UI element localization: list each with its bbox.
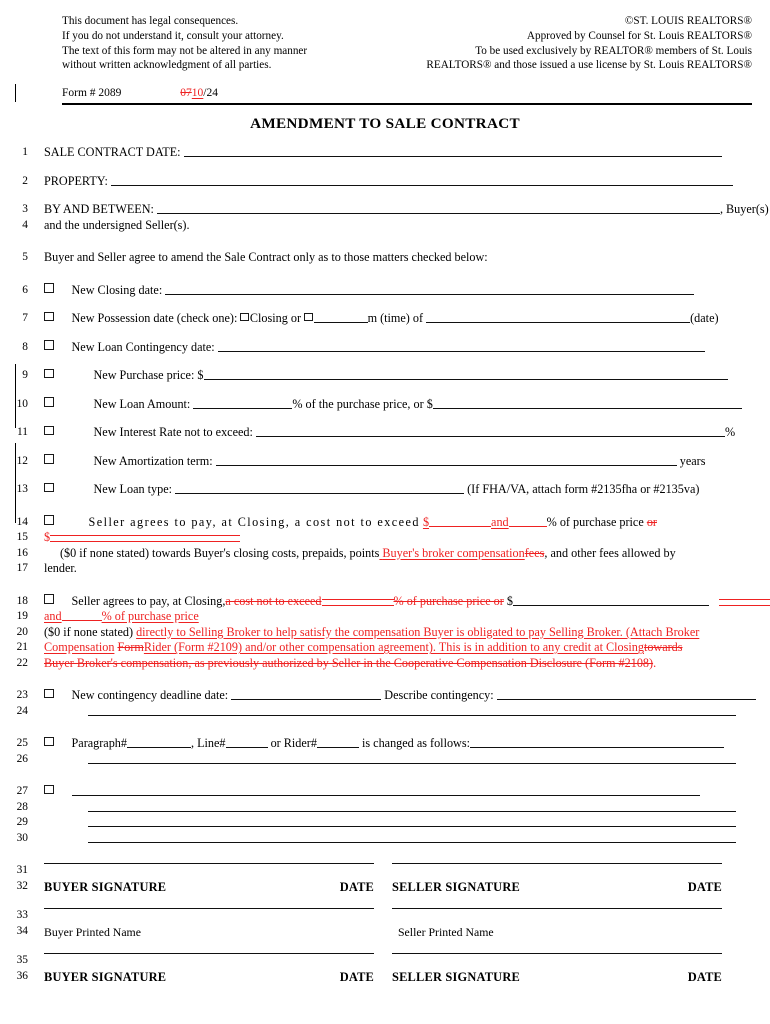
page-title: AMENDMENT TO SALE CONTRACT (250, 115, 520, 132)
contingency-continuation-field[interactable] (44, 704, 770, 720)
line-number: 13 (16, 483, 28, 495)
legal-notice-line-3: The text of this form may not be altered in any manner (62, 44, 308, 57)
new-loan-contingency-clause[interactable] (44, 340, 770, 356)
clause21-deleted-towards: towards (643, 640, 683, 654)
revision-inserted: 10 (191, 87, 204, 99)
blank-clause-input-27[interactable] (72, 786, 700, 796)
checkbox-new-interest-rate[interactable] (44, 426, 54, 436)
contingency-continuation-input[interactable] (88, 706, 736, 716)
printed-name-rule-row (44, 908, 752, 909)
paragraph-continuation-field[interactable] (44, 752, 770, 768)
seller-pay-clause-14[interactable] (44, 515, 770, 531)
line-number: 28 (16, 800, 28, 813)
clause17-text: lender. (44, 561, 77, 575)
loan-amount-mid-label: % of the purchase price, or $ (292, 396, 433, 411)
paragraph-number-input[interactable] (127, 738, 191, 748)
seller-printed-name-label: Seller Printed Name (398, 924, 494, 939)
row-clause-20 (0, 625, 770, 641)
paragraph-change-clause[interactable] (44, 736, 770, 752)
copyright-line-3: To be used exclusively by REALTOR® members of St. Louis (475, 44, 752, 57)
row-signature-labels-2 (0, 969, 770, 986)
buyer-printed-name-line[interactable] (44, 908, 374, 909)
row-new-possession-date (0, 311, 770, 327)
line-number: 12 (16, 454, 28, 467)
buyer-signature-line-2[interactable] (44, 953, 374, 954)
seller-pay-clause-18[interactable] (44, 594, 770, 610)
by-and-between-field[interactable] (44, 202, 770, 218)
legal-notice-line-2: If you do not understand it, consult your attorney. (62, 29, 284, 42)
clause21-text (44, 640, 770, 656)
new-interest-rate-input[interactable] (256, 427, 725, 437)
dollar-sign: $ (197, 368, 204, 382)
line-number: 14 (16, 515, 28, 528)
clause21-inserted-b: Rider (Form #2109) and/or other compensation agreement). This is in addition to any credit at Closing (143, 640, 644, 654)
row-signature-rule-2 (0, 953, 770, 969)
line-number: 20 (16, 625, 28, 638)
sale-contract-date-field[interactable] (44, 145, 770, 161)
blank-clause-29[interactable] (44, 815, 770, 831)
header-divider (62, 103, 752, 105)
paragraph-change-input[interactable] (470, 738, 724, 748)
clause14-deleted-or: or (646, 514, 657, 529)
possession-closing-label: Closing or (249, 311, 302, 325)
row-blank-clause-27 (0, 784, 770, 800)
row-new-loan-contingency (0, 340, 770, 356)
legal-notice-line-1: This document has legal consequences. (62, 15, 239, 27)
revision-deleted: 07 (180, 87, 192, 99)
line-number: 9 (22, 369, 28, 381)
line-number: 31 (16, 864, 28, 876)
possession-time-input[interactable] (314, 313, 368, 323)
line-number: 36 (16, 969, 28, 982)
clause18-struck-blank-a (322, 595, 394, 606)
row-undersigned-sellers (0, 218, 770, 234)
property-input[interactable] (111, 176, 733, 186)
clause21-inserted-a: Compensation (44, 640, 115, 654)
new-loan-type-input[interactable] (175, 484, 464, 494)
new-purchase-price-input[interactable] (204, 370, 728, 380)
row-property (0, 174, 770, 190)
line-number: 25 (16, 737, 28, 749)
row-seller-pay-clause-18 (0, 594, 770, 610)
years-suffix: years (679, 453, 706, 468)
line-number: 7 (22, 312, 28, 324)
clause20-black-text: ($0 if none stated) (44, 624, 134, 639)
new-purchase-price-label: New Purchase price: (93, 368, 195, 382)
checkbox-seller-pay-cost[interactable] (44, 515, 54, 525)
new-loan-type-label: New Loan type: (93, 482, 173, 496)
possession-date-input[interactable] (426, 313, 690, 323)
line-number: 34 (16, 924, 28, 937)
seller-signature-line-2[interactable] (392, 953, 722, 954)
clause16-deleted-fees: fees (524, 545, 545, 560)
checkbox-new-amortization[interactable] (44, 454, 54, 464)
buyers-suffix: , Buyer(s) (719, 202, 769, 216)
change-bar-form-revision (15, 84, 16, 102)
row-sale-contract-date (0, 145, 770, 161)
clause18-amount-input[interactable] (513, 596, 709, 606)
row-printed-name-rule (0, 908, 770, 924)
copyright-line-1: ©ST. LOUIS REALTORS® (624, 15, 752, 27)
clause15-deleted-dollar: $ (44, 530, 51, 544)
new-loan-amount-label: New Loan Amount: (93, 396, 191, 411)
buyer-date-label-1: DATE (339, 879, 374, 894)
percent-sign: % (724, 425, 736, 439)
document-header (62, 14, 752, 73)
line-number: 17 (16, 562, 28, 574)
new-possession-date-clause[interactable] (44, 311, 770, 327)
clause16-suffix: , and other fees allowed by (544, 545, 676, 560)
row-new-interest-rate (0, 425, 770, 441)
row-printed-name-labels (0, 924, 770, 941)
clause18-black-text: Seller agrees to pay, at Closing, (71, 593, 226, 608)
row-clause-22 (0, 656, 770, 672)
copyright-block (426, 14, 752, 73)
row-signature-labels-1 (0, 879, 770, 896)
clause22-text (44, 656, 770, 672)
checkbox-new-purchase-price[interactable] (44, 369, 54, 379)
clause16-inserted-text: Buyer's broker compensation (382, 545, 525, 560)
legal-notice-line-4: without written acknowledgment of all parties. (62, 59, 272, 72)
blank-clause-27[interactable] (44, 784, 770, 800)
copyright-line-2: Approved by Counsel for St. Louis REALTORS® (526, 29, 752, 42)
row-seller-pay-clause-14 (0, 515, 770, 531)
signature-rule-row-2 (44, 953, 752, 954)
line-number: 19 (16, 610, 28, 622)
clause20-text (44, 625, 770, 641)
line-number: 21 (16, 641, 28, 653)
form-number: Form # 2089 (62, 87, 122, 99)
line-number: 33 (16, 909, 28, 921)
buyer-names-input[interactable] (157, 204, 720, 214)
line-number: 30 (16, 831, 28, 844)
new-amortization-clause[interactable] (44, 454, 770, 470)
row-new-contingency-deadline (0, 688, 770, 704)
describe-contingency-label: Describe contingency: (384, 688, 494, 702)
row-clause-16 (0, 546, 770, 562)
new-contingency-clause[interactable] (44, 688, 770, 704)
new-closing-date-input[interactable] (165, 285, 694, 295)
checkbox-possession-closing[interactable] (240, 313, 249, 322)
seller-printed-name-line[interactable] (392, 908, 722, 909)
paragraph-label: Paragraph# (71, 736, 127, 750)
new-contingency-deadline-input[interactable] (231, 690, 381, 700)
line-number: 26 (16, 752, 28, 765)
line-number: 2 (22, 174, 28, 187)
row-blank-clause-28 (0, 800, 770, 816)
clause18-dollar: $ (506, 593, 513, 608)
clause21-deleted-form: Form (117, 640, 144, 654)
clause14-amount-input[interactable] (429, 517, 491, 527)
row-contingency-continuation (0, 704, 770, 720)
seller-date-label-1: DATE (687, 879, 722, 894)
line-number: 6 (22, 283, 28, 296)
line-number: 10 (16, 397, 28, 410)
line-number: 23 (16, 689, 28, 701)
buyer-date-label-2: DATE (339, 969, 374, 984)
new-loan-type-clause[interactable] (44, 482, 770, 498)
form-number-row (62, 86, 752, 101)
property-field[interactable] (44, 174, 770, 190)
line-label: , Line# (191, 736, 226, 750)
row-signature-rule-1 (0, 863, 770, 879)
seller-signature-label-1: SELLER SIGNATURE (392, 879, 520, 894)
checkbox-new-contingency-deadline[interactable] (44, 689, 54, 699)
clause18-deleted-b: % of purchase price or (393, 593, 504, 608)
new-purchase-price-clause[interactable] (44, 368, 770, 384)
line-number: 35 (16, 954, 28, 966)
undersigned-sellers-text: and the undersigned Seller(s). (44, 217, 190, 232)
row-new-purchase-price (0, 368, 770, 384)
loan-amount-dollar-input[interactable] (433, 399, 742, 409)
clause14-percent-input[interactable] (509, 517, 547, 527)
line-number: 16 (16, 546, 28, 559)
blank-clause-input-28[interactable] (88, 802, 736, 812)
line-number: 3 (22, 203, 28, 215)
row-blank-clause-30 (0, 831, 770, 847)
form-body (0, 145, 770, 985)
clause14-inserted-and: and (491, 514, 509, 529)
row-new-closing-date (0, 283, 770, 299)
signature-rule-row-1 (44, 863, 752, 864)
agreement-intro-text: Buyer and Seller agree to amend the Sale Contract only as to those matters checked below: (44, 250, 488, 264)
line-number: 27 (16, 785, 28, 797)
row-paragraph-change (0, 736, 770, 752)
new-loan-contingency-input[interactable] (218, 342, 705, 352)
seller-date-label-2: DATE (687, 969, 722, 984)
seller-signature-label-2: SELLER SIGNATURE (392, 969, 520, 984)
buyer-signature-line-1[interactable] (44, 863, 374, 864)
checkbox-new-possession-date[interactable] (44, 312, 54, 322)
new-amortization-input[interactable] (216, 456, 677, 466)
row-clause-17 (0, 561, 770, 577)
revision-suffix: /24 (203, 87, 218, 99)
buyer-signature-label-1: BUYER SIGNATURE (44, 879, 167, 894)
line-number: 18 (16, 594, 28, 607)
line-number: 22 (16, 656, 28, 669)
row-by-and-between (0, 202, 770, 218)
line-number-input[interactable] (226, 738, 268, 748)
by-and-between-label: BY AND BETWEEN: (44, 202, 154, 216)
paragraph-continuation-input[interactable] (88, 754, 736, 764)
copyright-line-4: REALTORS® and those issued a use license by St. Louis REALTORS® (426, 59, 752, 72)
clause22-period: . (653, 655, 657, 670)
clause16-prefix: ($0 if none stated) towards Buyer's closing costs, prepaids, points (60, 545, 380, 560)
row-seller-pay-clause-15 (0, 530, 770, 546)
checkbox-blank-clause[interactable] (44, 785, 54, 795)
row-blank-clause-29 (0, 815, 770, 831)
checkbox-new-loan-amount[interactable] (44, 397, 54, 407)
line-number: 24 (16, 704, 28, 717)
buyer-signature-label-2: BUYER SIGNATURE (44, 969, 167, 984)
checkbox-possession-time[interactable] (304, 313, 313, 322)
blank-clause-30[interactable] (44, 831, 770, 847)
blank-clause-28[interactable] (44, 800, 770, 816)
rider-number-input[interactable] (317, 738, 359, 748)
clause19-inserted[interactable] (44, 609, 770, 625)
clause15-deleted-amount[interactable] (44, 530, 770, 546)
seller-signature-line-1[interactable] (392, 863, 722, 864)
clause18-struck-blank-b (719, 595, 770, 606)
new-loan-amount-clause[interactable] (44, 397, 770, 413)
clause14-text: Seller agrees to pay, at Closing, a cost not to exceed (88, 514, 420, 529)
new-loan-contingency-label: New Loan Contingency date: (71, 339, 215, 354)
row-new-loan-amount (0, 397, 770, 413)
clause20-inserted-text: directly to Selling Broker to help satisfy the compensation Buyer is obligated to pay Selling Broker. (Attach Broker (136, 624, 700, 639)
clause14-inserted-dollar: $ (422, 514, 430, 529)
new-closing-date-clause[interactable] (44, 283, 770, 299)
printed-name-label-row (44, 924, 752, 941)
blank-clause-input-30[interactable] (88, 833, 736, 843)
clause18-deleted-a: a cost not to exceed (225, 593, 322, 608)
clause15-struck-blank (50, 531, 240, 542)
checkbox-new-loan-contingency[interactable] (44, 340, 54, 350)
line-number: 8 (22, 340, 28, 353)
row-agreement-intro (0, 250, 770, 266)
checkbox-new-loan-type[interactable] (44, 483, 54, 493)
possession-time-suffix: m (time) of (367, 311, 424, 325)
line-number: 15 (16, 531, 28, 543)
property-label: PROPERTY: (44, 173, 108, 188)
checkbox-paragraph-change[interactable] (44, 737, 54, 747)
line-number: 4 (22, 218, 28, 231)
row-clause-21 (0, 640, 770, 656)
sale-contract-date-label: SALE CONTRACT DATE: (44, 145, 181, 159)
row-clause-19 (0, 609, 770, 625)
loan-amount-percent-input[interactable] (193, 399, 292, 409)
signature-label-row-1 (44, 879, 752, 896)
row-new-loan-type (0, 482, 770, 498)
blank-clause-input-29[interactable] (88, 817, 736, 827)
checkbox-seller-pay-selling-broker[interactable] (44, 594, 54, 604)
changed-as-follows-label: is changed as follows: (362, 736, 470, 750)
signature-label-row-2 (44, 969, 752, 986)
line-number: 29 (16, 816, 28, 828)
line-number: 5 (22, 251, 28, 263)
loan-type-note: (If FHA/VA, attach form #2135fha or #2135va) (467, 482, 700, 496)
new-interest-rate-label: New Interest Rate not to exceed: (93, 425, 253, 439)
checkbox-new-closing-date[interactable] (44, 283, 54, 293)
clause19-percent-input[interactable] (62, 611, 102, 621)
sale-contract-date-input[interactable] (184, 147, 722, 157)
line-number: 1 (22, 146, 28, 158)
clause16-text (44, 546, 770, 562)
possession-date-suffix: (date) (690, 311, 719, 325)
line-number: 11 (17, 426, 28, 438)
new-interest-rate-clause[interactable] (44, 425, 770, 441)
row-new-amortization-term (0, 454, 770, 470)
line-number: 32 (16, 879, 28, 892)
row-paragraph-continuation (0, 752, 770, 768)
new-contingency-deadline-label: New contingency deadline date: (71, 688, 229, 702)
buyer-printed-name-label: Buyer Printed Name (44, 924, 141, 939)
new-closing-date-label: New Closing date: (71, 282, 163, 297)
new-amortization-label: New Amortization term: (93, 453, 213, 468)
clause22-deleted-text: Buyer Broker's compensation, as previously authorized by Seller in the Cooperative Compensation Disclosure (Form #2108) (44, 655, 654, 670)
clause19-inserted-percent: % of purchase price (101, 609, 199, 623)
new-possession-date-label: New Possession date (check one): (71, 311, 238, 325)
clause14-percent-purchase-label: % of purchase price (546, 514, 644, 529)
rider-label: or Rider# (270, 736, 317, 750)
legal-notice-block (62, 14, 307, 73)
clause19-inserted-and: and (44, 609, 62, 623)
describe-contingency-input[interactable] (497, 690, 756, 700)
